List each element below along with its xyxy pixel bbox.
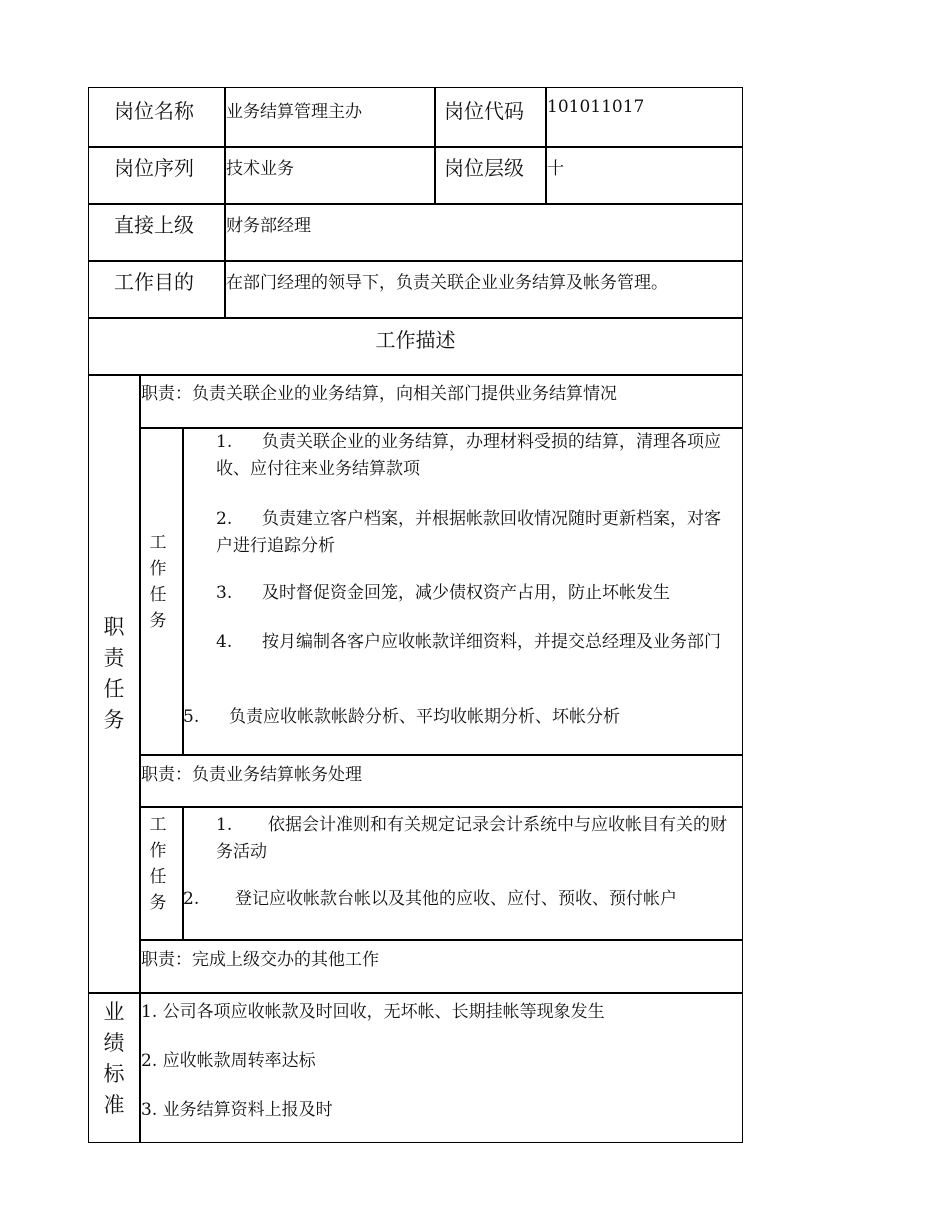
grid-line: [88, 146, 743, 148]
position-series-label: 岗位序列: [114, 156, 194, 180]
grid-line: [182, 806, 184, 940]
duty-title: 职责：完成上级交办的其他工作: [141, 950, 379, 970]
grid-line: [88, 260, 743, 262]
task-number: 2.: [216, 509, 233, 529]
grid-line: [88, 317, 743, 319]
task-item: [216, 506, 736, 560]
task-number: 1.: [216, 432, 233, 452]
task-label: 工作任务: [149, 815, 167, 913]
task-text: 负责建立客户档案，并根据帐款回收情况随时更新档案，对客户进行追踪分析: [216, 509, 721, 556]
duties-label: 职责任务: [103, 615, 125, 732]
duty-title: 职责：负责业务结算帐务处理: [141, 765, 362, 785]
task-text: 负责关联企业的业务结算，办理材料受损的结算，清理各项应收、应付往来业务结算款项: [216, 432, 721, 479]
task-text: 及时督促资金回笼，减少债权资产占用，防止坏帐发生: [262, 583, 670, 603]
purpose-label: 工作目的: [114, 270, 194, 294]
grid-line: [88, 374, 743, 376]
superior-value: 财务部经理: [226, 216, 311, 236]
task-item: [183, 886, 739, 913]
position-code-label: 岗位代码: [444, 99, 524, 123]
superior-label: 直接上级: [114, 213, 194, 237]
task-number: 4.: [216, 632, 233, 652]
performance-item: 2. 应收帐款周转率达标: [141, 1051, 316, 1071]
position-name-value: 业务结算管理主办: [226, 102, 362, 122]
performance-label: 业绩标准: [103, 1000, 125, 1117]
position-code-value: 101011017: [547, 97, 645, 117]
position-level-label: 岗位层级: [444, 156, 524, 180]
task-number: 3.: [216, 583, 233, 603]
task-text: 按月编制各客户应收帐款详细资料，并提交总经理及业务部门: [262, 632, 721, 652]
task-item: [216, 629, 736, 656]
task-text: 负责应收帐款帐龄分析、平均收帐期分析、坏帐分析: [229, 707, 620, 727]
task-text: 登记应收帐款台帐以及其他的应收、应付、预收、预付帐户: [235, 889, 677, 909]
task-item: [216, 812, 738, 866]
position-series-value: 技术业务: [226, 159, 294, 179]
grid-line: [139, 374, 141, 1143]
task-item: [216, 429, 736, 483]
grid-line: [139, 806, 743, 808]
task-label: 工作任务: [149, 533, 167, 631]
grid-line: [88, 203, 743, 205]
task-item: [183, 704, 739, 731]
purpose-value: 在部门经理的领导下，负责关联企业业务结算及帐务管理。: [226, 273, 668, 293]
position-name-label: 岗位名称: [114, 99, 194, 123]
grid-line: [139, 939, 743, 941]
task-number: 5.: [183, 707, 200, 727]
duty-title: 职责：负责关联企业的业务结算，向相关部门提供业务结算情况: [141, 384, 617, 404]
grid-line: [434, 87, 436, 204]
task-number: 2.: [183, 889, 200, 909]
job-description-table: [88, 87, 743, 1143]
performance-item: 1. 公司各项应收帐款及时回收，无坏帐、长期挂帐等现象发生: [141, 1002, 605, 1022]
task-item: [216, 580, 736, 607]
grid-line: [139, 754, 743, 756]
grid-line: [88, 992, 743, 994]
performance-item: 3. 业务结算资料上报及时: [141, 1100, 333, 1120]
position-level-value: 十: [547, 159, 564, 179]
description-title: 工作描述: [375, 328, 456, 352]
task-number: 1.: [216, 815, 233, 835]
task-text: 依据会计准则和有关规定记录会计系统中与应收帐目有关的财务活动: [216, 815, 727, 862]
